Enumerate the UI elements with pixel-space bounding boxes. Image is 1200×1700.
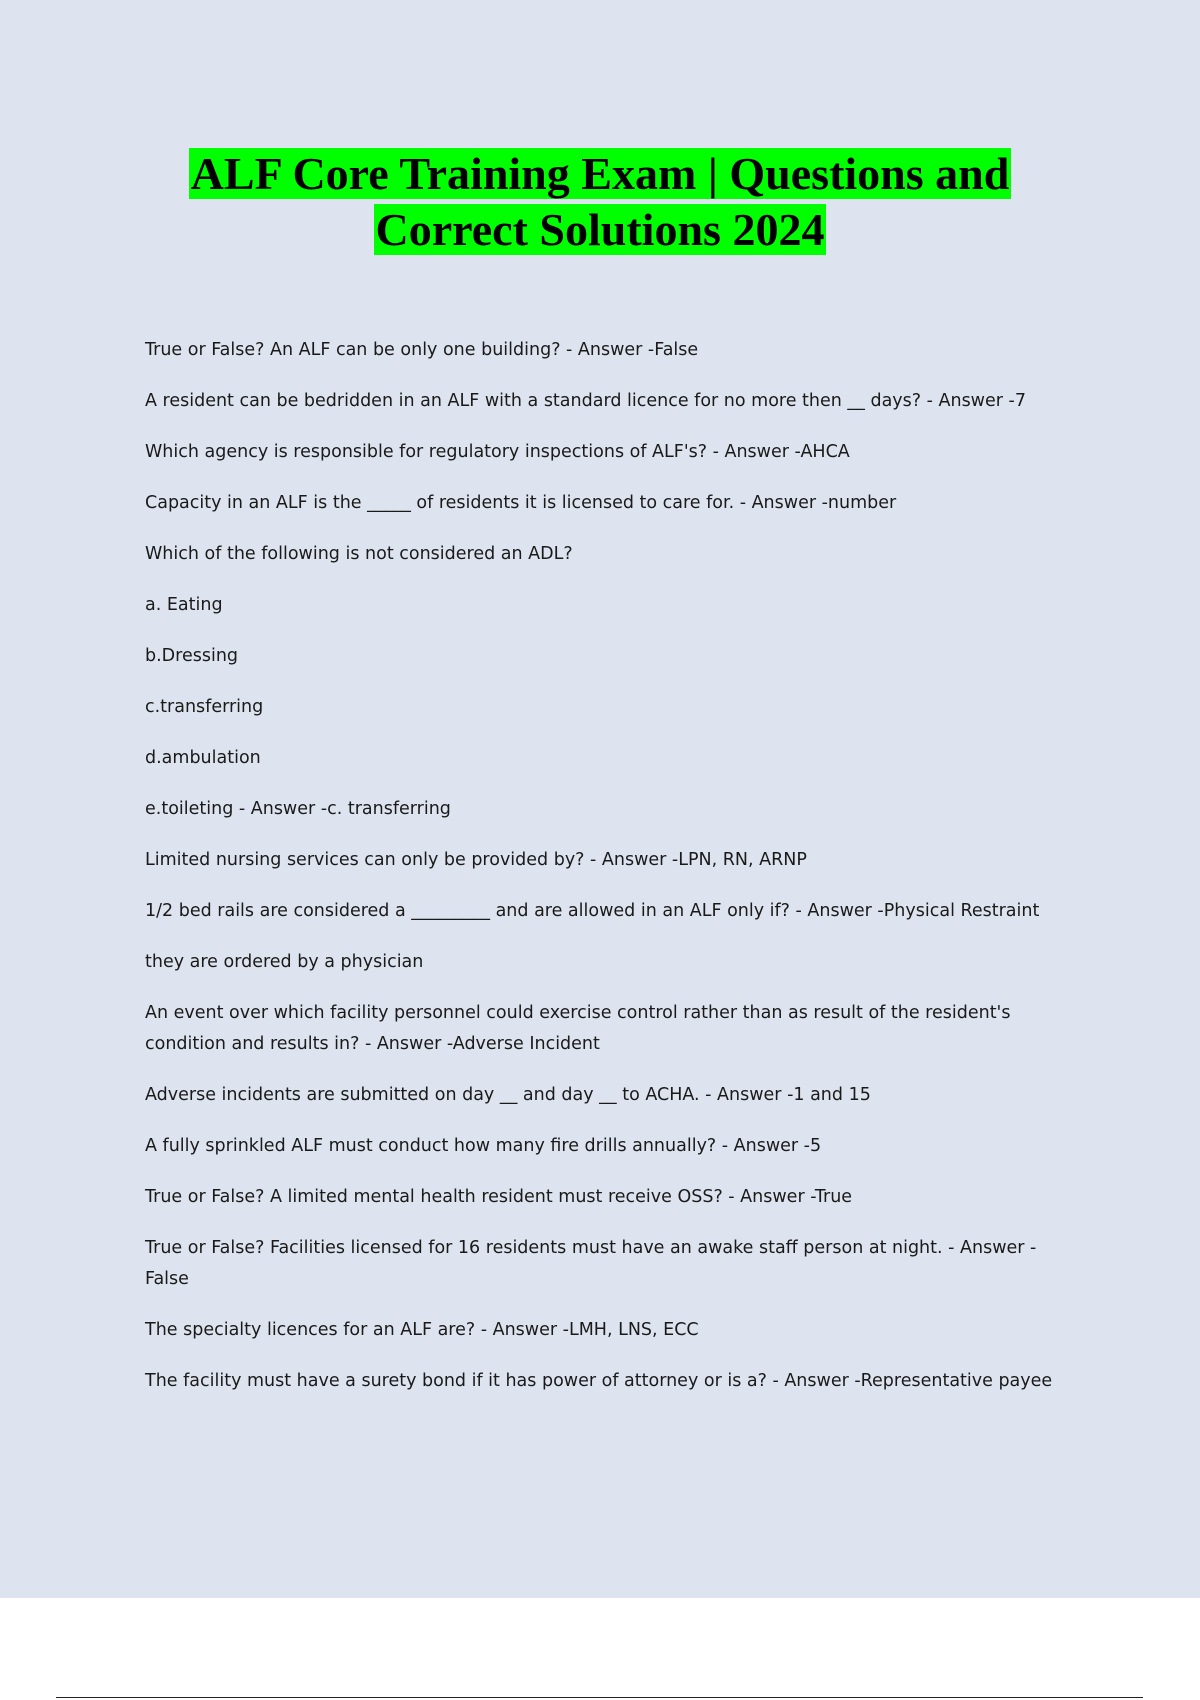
title-line-2: Correct Solutions 2024 [375, 204, 825, 255]
qa-option: d.ambulation [145, 748, 261, 768]
qa-item: Adverse incidents are submitted on day __ and day __ to ACHA. - Answer -1 and 15 [145, 1085, 871, 1105]
question-list [145, 335, 1085, 1417]
qa-item-multiline [145, 1233, 1085, 1295]
qa-item: Capacity in an ALF is the _____ of residents it is licensed to care for. - Answer -number [145, 493, 897, 513]
qa-item: True or False? A limited mental health resident must receive OSS? - Answer -True [145, 1187, 853, 1207]
qa-line: condition and results in? - Answer -Adverse Incident [145, 1034, 600, 1054]
footer-divider [56, 1697, 1143, 1698]
qa-line: An event over which facility personnel could exercise control rather than as result of the resident's [145, 1003, 1011, 1023]
qa-line: False [145, 1269, 189, 1289]
qa-option: a. Eating [145, 595, 223, 615]
qa-option: e.toileting - Answer -c. transferring [145, 799, 451, 819]
qa-item: The specialty licences for an ALF are? - Answer -LMH, LNS, ECC [145, 1320, 699, 1340]
qa-line: True or False? Facilities licensed for 16 residents must have an awake staff person at night. - Answer - [145, 1238, 1037, 1258]
qa-item: The facility must have a surety bond if it has power of attorney or is a? - Answer -Representative payee [145, 1371, 1053, 1391]
qa-item: Which of the following is not considered an ADL? [145, 544, 573, 564]
qa-item: A resident can be bedridden in an ALF with a standard licence for no more then __ days? - Answer -7 [145, 391, 1026, 411]
qa-item: Limited nursing services can only be provided by? - Answer -LPN, RN, ARNP [145, 850, 807, 870]
document-title [0, 146, 1200, 258]
qa-item: Which agency is responsible for regulatory inspections of ALF's? - Answer -AHCA [145, 442, 850, 462]
qa-item: 1/2 bed rails are considered a _________ and are allowed in an ALF only if? - Answer -Physical Restraint [145, 901, 1040, 921]
qa-option: c.transferring [145, 697, 264, 717]
qa-item: A fully sprinkled ALF must conduct how many fire drills annually? - Answer -5 [145, 1136, 822, 1156]
qa-item: True or False? An ALF can be only one building? - Answer -False [145, 340, 699, 360]
qa-item-multiline [145, 998, 1085, 1060]
title-line-1: ALF Core Training Exam | Questions and [190, 148, 1010, 199]
qa-item-continued: they are ordered by a physician [145, 952, 424, 972]
qa-option: b.Dressing [145, 646, 239, 666]
